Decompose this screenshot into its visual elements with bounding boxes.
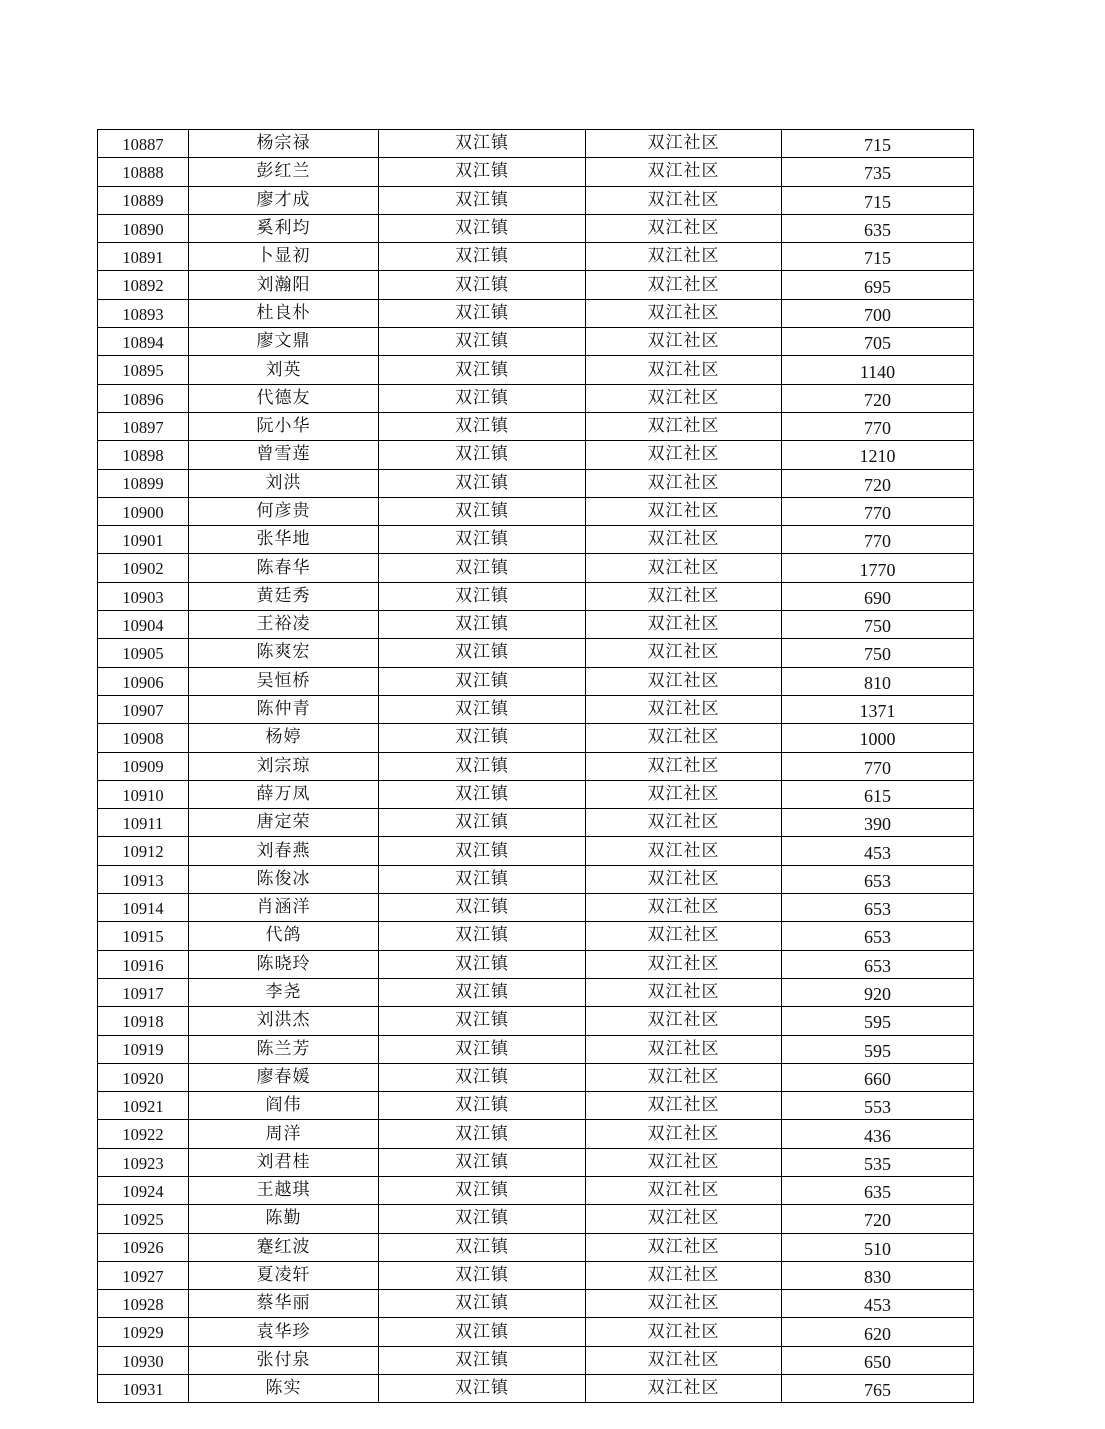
amount-cell: 1210 <box>782 441 974 469</box>
row-number-cell: 10922 <box>98 1120 189 1148</box>
amount-cell: 715 <box>782 130 974 158</box>
table-row <box>98 497 974 525</box>
town-cell: 双江镇 <box>379 1346 586 1374</box>
town-cell: 双江镇 <box>379 1233 586 1261</box>
table-row <box>98 214 974 242</box>
community-cell: 双江社区 <box>586 1290 782 1318</box>
name-cell: 刘洪杰 <box>189 1007 379 1035</box>
town-cell: 双江镇 <box>379 328 586 356</box>
community-cell: 双江社区 <box>586 130 782 158</box>
community-cell: 双江社区 <box>586 1205 782 1233</box>
name-cell: 张华地 <box>189 526 379 554</box>
name-cell: 杨宗禄 <box>189 130 379 158</box>
amount-cell: 653 <box>782 922 974 950</box>
name-cell: 刘英 <box>189 356 379 384</box>
name-cell: 刘宗琼 <box>189 752 379 780</box>
table-row <box>98 243 974 271</box>
town-cell: 双江镇 <box>379 922 586 950</box>
community-cell: 双江社区 <box>586 978 782 1006</box>
amount-cell: 1371 <box>782 695 974 723</box>
town-cell: 双江镇 <box>379 441 586 469</box>
table-row <box>98 356 974 384</box>
amount-cell: 653 <box>782 865 974 893</box>
town-cell: 双江镇 <box>379 639 586 667</box>
table-row <box>98 809 974 837</box>
community-cell: 双江社区 <box>586 809 782 837</box>
table-row <box>98 1375 974 1403</box>
amount-cell: 830 <box>782 1261 974 1289</box>
town-cell: 双江镇 <box>379 1375 586 1403</box>
name-cell: 奚利均 <box>189 214 379 242</box>
town-cell: 双江镇 <box>379 667 586 695</box>
row-number-cell: 10897 <box>98 412 189 440</box>
row-number-cell: 10901 <box>98 526 189 554</box>
table-row <box>98 922 974 950</box>
table-row <box>98 611 974 639</box>
community-cell: 双江社区 <box>586 243 782 271</box>
row-number-cell: 10899 <box>98 469 189 497</box>
table-row <box>98 582 974 610</box>
community-cell: 双江社区 <box>586 1120 782 1148</box>
amount-cell: 715 <box>782 186 974 214</box>
community-cell: 双江社区 <box>586 695 782 723</box>
town-cell: 双江镇 <box>379 1261 586 1289</box>
table-row <box>98 130 974 158</box>
roster-table <box>97 129 974 1403</box>
town-cell: 双江镇 <box>379 582 586 610</box>
table-row <box>98 1092 974 1120</box>
town-cell: 双江镇 <box>379 1063 586 1091</box>
community-cell: 双江社区 <box>586 1233 782 1261</box>
row-number-cell: 10923 <box>98 1148 189 1176</box>
row-number-cell: 10925 <box>98 1205 189 1233</box>
amount-cell: 660 <box>782 1063 974 1091</box>
community-cell: 双江社区 <box>586 894 782 922</box>
row-number-cell: 10903 <box>98 582 189 610</box>
row-number-cell: 10907 <box>98 695 189 723</box>
amount-cell: 635 <box>782 214 974 242</box>
row-number-cell: 10900 <box>98 497 189 525</box>
town-cell: 双江镇 <box>379 299 586 327</box>
name-cell: 陈春华 <box>189 554 379 582</box>
table-row <box>98 469 974 497</box>
community-cell: 双江社区 <box>586 441 782 469</box>
row-number-cell: 10919 <box>98 1035 189 1063</box>
town-cell: 双江镇 <box>379 780 586 808</box>
amount-cell: 705 <box>782 328 974 356</box>
amount-cell: 720 <box>782 469 974 497</box>
row-number-cell: 10913 <box>98 865 189 893</box>
row-number-cell: 10931 <box>98 1375 189 1403</box>
name-cell: 刘洪 <box>189 469 379 497</box>
table-row <box>98 780 974 808</box>
amount-cell: 690 <box>782 582 974 610</box>
table-row <box>98 1346 974 1374</box>
row-number-cell: 10896 <box>98 384 189 412</box>
table-row <box>98 1007 974 1035</box>
row-number-cell: 10917 <box>98 978 189 1006</box>
amount-cell: 1770 <box>782 554 974 582</box>
community-cell: 双江社区 <box>586 724 782 752</box>
amount-cell: 770 <box>782 752 974 780</box>
table-row <box>98 1205 974 1233</box>
row-number-cell: 10916 <box>98 950 189 978</box>
amount-cell: 453 <box>782 1290 974 1318</box>
name-cell: 唐定荣 <box>189 809 379 837</box>
community-cell: 双江社区 <box>586 554 782 582</box>
table-row <box>98 554 974 582</box>
name-cell: 何彦贵 <box>189 497 379 525</box>
row-number-cell: 10890 <box>98 214 189 242</box>
amount-cell: 1000 <box>782 724 974 752</box>
row-number-cell: 10910 <box>98 780 189 808</box>
row-number-cell: 10888 <box>98 158 189 186</box>
amount-cell: 615 <box>782 780 974 808</box>
row-number-cell: 10909 <box>98 752 189 780</box>
row-number-cell: 10920 <box>98 1063 189 1091</box>
amount-cell: 695 <box>782 271 974 299</box>
table-row <box>98 950 974 978</box>
amount-cell: 770 <box>782 497 974 525</box>
community-cell: 双江社区 <box>586 1092 782 1120</box>
amount-cell: 715 <box>782 243 974 271</box>
amount-cell: 720 <box>782 384 974 412</box>
community-cell: 双江社区 <box>586 412 782 440</box>
roster-table-body <box>98 130 974 1403</box>
name-cell: 卜显初 <box>189 243 379 271</box>
amount-cell: 810 <box>782 667 974 695</box>
town-cell: 双江镇 <box>379 214 586 242</box>
community-cell: 双江社区 <box>586 582 782 610</box>
town-cell: 双江镇 <box>379 1148 586 1176</box>
amount-cell: 635 <box>782 1176 974 1204</box>
name-cell: 阮小华 <box>189 412 379 440</box>
table-row <box>98 1261 974 1289</box>
row-number-cell: 10921 <box>98 1092 189 1120</box>
table-row <box>98 837 974 865</box>
name-cell: 陈俊冰 <box>189 865 379 893</box>
table-row <box>98 1290 974 1318</box>
community-cell: 双江社区 <box>586 1318 782 1346</box>
town-cell: 双江镇 <box>379 1092 586 1120</box>
town-cell: 双江镇 <box>379 809 586 837</box>
name-cell: 阎伟 <box>189 1092 379 1120</box>
row-number-cell: 10906 <box>98 667 189 695</box>
table-row <box>98 1318 974 1346</box>
table-row <box>98 1063 974 1091</box>
community-cell: 双江社区 <box>586 1148 782 1176</box>
name-cell: 廖春媛 <box>189 1063 379 1091</box>
row-number-cell: 10914 <box>98 894 189 922</box>
row-number-cell: 10892 <box>98 271 189 299</box>
name-cell: 吴恒桥 <box>189 667 379 695</box>
table-row <box>98 639 974 667</box>
community-cell: 双江社区 <box>586 837 782 865</box>
table-row <box>98 1035 974 1063</box>
community-cell: 双江社区 <box>586 328 782 356</box>
name-cell: 周洋 <box>189 1120 379 1148</box>
table-row <box>98 1148 974 1176</box>
town-cell: 双江镇 <box>379 497 586 525</box>
town-cell: 双江镇 <box>379 1205 586 1233</box>
town-cell: 双江镇 <box>379 865 586 893</box>
community-cell: 双江社区 <box>586 158 782 186</box>
name-cell: 夏凌轩 <box>189 1261 379 1289</box>
table-row <box>98 1233 974 1261</box>
name-cell: 王裕凌 <box>189 611 379 639</box>
row-number-cell: 10911 <box>98 809 189 837</box>
amount-cell: 653 <box>782 950 974 978</box>
row-number-cell: 10928 <box>98 1290 189 1318</box>
amount-cell: 750 <box>782 639 974 667</box>
name-cell: 王越琪 <box>189 1176 379 1204</box>
row-number-cell: 10891 <box>98 243 189 271</box>
amount-cell: 650 <box>782 1346 974 1374</box>
name-cell: 刘瀚阳 <box>189 271 379 299</box>
town-cell: 双江镇 <box>379 130 586 158</box>
town-cell: 双江镇 <box>379 356 586 384</box>
community-cell: 双江社区 <box>586 271 782 299</box>
amount-cell: 735 <box>782 158 974 186</box>
community-cell: 双江社区 <box>586 780 782 808</box>
row-number-cell: 10915 <box>98 922 189 950</box>
row-number-cell: 10905 <box>98 639 189 667</box>
row-number-cell: 10904 <box>98 611 189 639</box>
name-cell: 廖文鼎 <box>189 328 379 356</box>
community-cell: 双江社区 <box>586 469 782 497</box>
community-cell: 双江社区 <box>586 1375 782 1403</box>
row-number-cell: 10893 <box>98 299 189 327</box>
amount-cell: 920 <box>782 978 974 1006</box>
table-row <box>98 667 974 695</box>
table-row <box>98 384 974 412</box>
community-cell: 双江社区 <box>586 865 782 893</box>
table-row <box>98 186 974 214</box>
town-cell: 双江镇 <box>379 469 586 497</box>
table-row <box>98 1120 974 1148</box>
row-number-cell: 10895 <box>98 356 189 384</box>
name-cell: 刘春燕 <box>189 837 379 865</box>
row-number-cell: 10930 <box>98 1346 189 1374</box>
community-cell: 双江社区 <box>586 299 782 327</box>
amount-cell: 765 <box>782 1375 974 1403</box>
amount-cell: 770 <box>782 412 974 440</box>
community-cell: 双江社区 <box>586 667 782 695</box>
table-row <box>98 978 974 1006</box>
table-row <box>98 894 974 922</box>
roster-table-container <box>97 129 973 1403</box>
town-cell: 双江镇 <box>379 695 586 723</box>
community-cell: 双江社区 <box>586 1035 782 1063</box>
name-cell: 袁华珍 <box>189 1318 379 1346</box>
town-cell: 双江镇 <box>379 837 586 865</box>
town-cell: 双江镇 <box>379 384 586 412</box>
town-cell: 双江镇 <box>379 724 586 752</box>
name-cell: 陈兰芳 <box>189 1035 379 1063</box>
amount-cell: 453 <box>782 837 974 865</box>
town-cell: 双江镇 <box>379 271 586 299</box>
amount-cell: 510 <box>782 1233 974 1261</box>
name-cell: 彭红兰 <box>189 158 379 186</box>
name-cell: 曾雪莲 <box>189 441 379 469</box>
town-cell: 双江镇 <box>379 950 586 978</box>
name-cell: 陈仲青 <box>189 695 379 723</box>
table-row <box>98 695 974 723</box>
town-cell: 双江镇 <box>379 526 586 554</box>
community-cell: 双江社区 <box>586 497 782 525</box>
town-cell: 双江镇 <box>379 554 586 582</box>
community-cell: 双江社区 <box>586 356 782 384</box>
row-number-cell: 10894 <box>98 328 189 356</box>
name-cell: 刘君桂 <box>189 1148 379 1176</box>
town-cell: 双江镇 <box>379 1007 586 1035</box>
community-cell: 双江社区 <box>586 1261 782 1289</box>
table-row <box>98 724 974 752</box>
table-row <box>98 441 974 469</box>
town-cell: 双江镇 <box>379 752 586 780</box>
name-cell: 杨婷 <box>189 724 379 752</box>
community-cell: 双江社区 <box>586 1063 782 1091</box>
town-cell: 双江镇 <box>379 1176 586 1204</box>
row-number-cell: 10908 <box>98 724 189 752</box>
town-cell: 双江镇 <box>379 894 586 922</box>
name-cell: 陈爽宏 <box>189 639 379 667</box>
name-cell: 蔡华丽 <box>189 1290 379 1318</box>
table-row <box>98 865 974 893</box>
town-cell: 双江镇 <box>379 158 586 186</box>
community-cell: 双江社区 <box>586 611 782 639</box>
community-cell: 双江社区 <box>586 214 782 242</box>
name-cell: 李尧 <box>189 978 379 1006</box>
table-row <box>98 328 974 356</box>
community-cell: 双江社区 <box>586 384 782 412</box>
table-row <box>98 299 974 327</box>
town-cell: 双江镇 <box>379 1290 586 1318</box>
community-cell: 双江社区 <box>586 1346 782 1374</box>
table-row <box>98 752 974 780</box>
amount-cell: 390 <box>782 809 974 837</box>
amount-cell: 770 <box>782 526 974 554</box>
community-cell: 双江社区 <box>586 1007 782 1035</box>
name-cell: 代德友 <box>189 384 379 412</box>
town-cell: 双江镇 <box>379 978 586 1006</box>
row-number-cell: 10889 <box>98 186 189 214</box>
name-cell: 代鸽 <box>189 922 379 950</box>
name-cell: 陈实 <box>189 1375 379 1403</box>
row-number-cell: 10898 <box>98 441 189 469</box>
community-cell: 双江社区 <box>586 922 782 950</box>
row-number-cell: 10902 <box>98 554 189 582</box>
name-cell: 陈勤 <box>189 1205 379 1233</box>
town-cell: 双江镇 <box>379 1035 586 1063</box>
name-cell: 杜良朴 <box>189 299 379 327</box>
table-row <box>98 271 974 299</box>
amount-cell: 700 <box>782 299 974 327</box>
name-cell: 蹇红波 <box>189 1233 379 1261</box>
town-cell: 双江镇 <box>379 1120 586 1148</box>
row-number-cell: 10927 <box>98 1261 189 1289</box>
community-cell: 双江社区 <box>586 1176 782 1204</box>
community-cell: 双江社区 <box>586 950 782 978</box>
row-number-cell: 10929 <box>98 1318 189 1346</box>
town-cell: 双江镇 <box>379 243 586 271</box>
amount-cell: 1140 <box>782 356 974 384</box>
amount-cell: 595 <box>782 1007 974 1035</box>
row-number-cell: 10918 <box>98 1007 189 1035</box>
name-cell: 陈晓玲 <box>189 950 379 978</box>
amount-cell: 620 <box>782 1318 974 1346</box>
name-cell: 肖涵洋 <box>189 894 379 922</box>
name-cell: 廖才成 <box>189 186 379 214</box>
community-cell: 双江社区 <box>586 752 782 780</box>
name-cell: 黄廷秀 <box>189 582 379 610</box>
community-cell: 双江社区 <box>586 639 782 667</box>
row-number-cell: 10926 <box>98 1233 189 1261</box>
name-cell: 张付泉 <box>189 1346 379 1374</box>
town-cell: 双江镇 <box>379 611 586 639</box>
amount-cell: 720 <box>782 1205 974 1233</box>
amount-cell: 535 <box>782 1148 974 1176</box>
community-cell: 双江社区 <box>586 526 782 554</box>
amount-cell: 436 <box>782 1120 974 1148</box>
name-cell: 薛万凤 <box>189 780 379 808</box>
amount-cell: 653 <box>782 894 974 922</box>
row-number-cell: 10912 <box>98 837 189 865</box>
row-number-cell: 10924 <box>98 1176 189 1204</box>
community-cell: 双江社区 <box>586 186 782 214</box>
table-row <box>98 526 974 554</box>
town-cell: 双江镇 <box>379 1318 586 1346</box>
town-cell: 双江镇 <box>379 186 586 214</box>
amount-cell: 553 <box>782 1092 974 1120</box>
row-number-cell: 10887 <box>98 130 189 158</box>
table-row <box>98 1176 974 1204</box>
amount-cell: 750 <box>782 611 974 639</box>
town-cell: 双江镇 <box>379 412 586 440</box>
amount-cell: 595 <box>782 1035 974 1063</box>
table-row <box>98 158 974 186</box>
table-row <box>98 412 974 440</box>
